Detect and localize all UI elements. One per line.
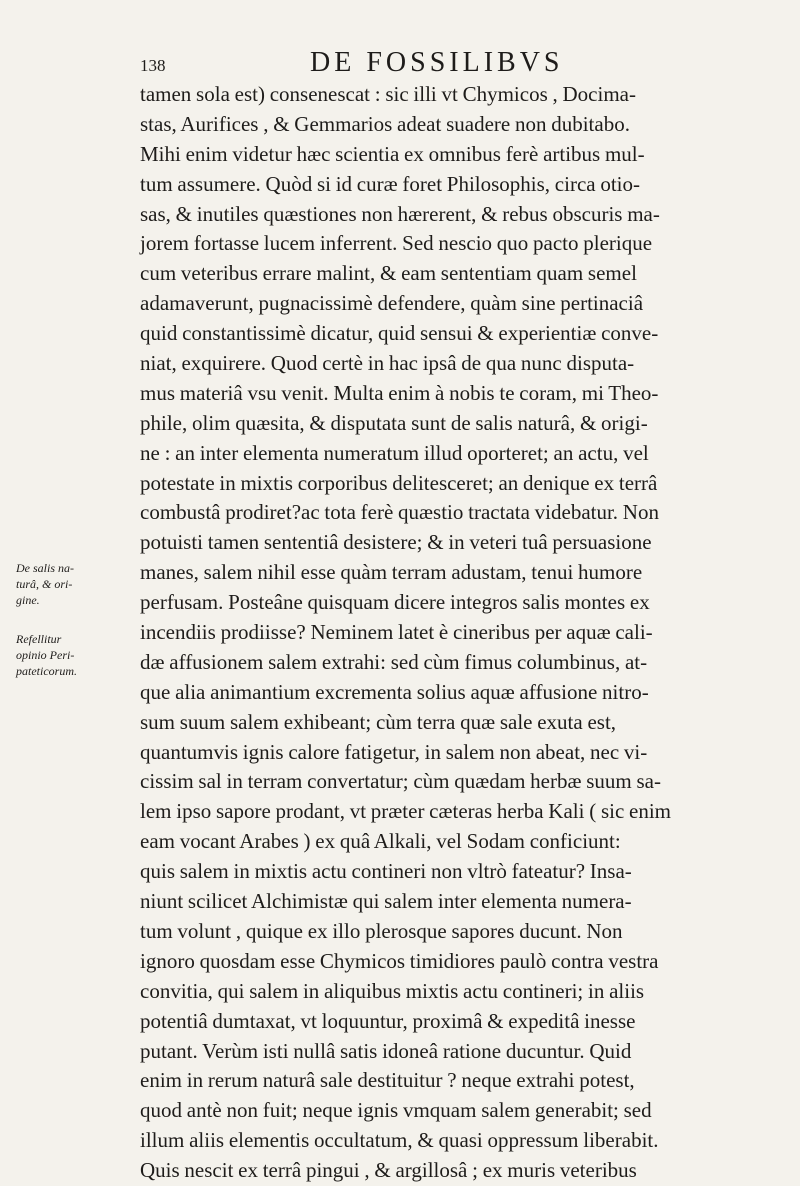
text-line: adamaverunt, pugnacissimè defendere, quàm sine pertinaciâ [140, 291, 644, 316]
text-line: quid constantissimè dicatur, quid sensui & experientiæ conve- [140, 321, 659, 346]
text-line: dæ affusionem salem extrahi: sed cùm fimus columbinus, at- [140, 649, 648, 674]
page-number: 138 [140, 56, 166, 75]
text-line: potuisti tamen sententiâ desistere; & in veteri tuâ persuasione [140, 530, 652, 555]
text-line: convitia, qui salem in aliquibus mixtis actu contineri; in aliis [140, 978, 645, 1003]
text-line: jorem fortasse lucem inferrent. Sed nescio quo pacto plerique [140, 231, 653, 256]
text-line: quod antè non fuit; neque ignis vmquam salem generabit; sed [140, 1098, 652, 1123]
margin-note-line: turâ, & ori- [16, 577, 73, 591]
page-header [128, 44, 768, 80]
text-line: eam vocant Arabes ) ex quâ Alkali, vel Sodam conficiunt: [140, 829, 621, 854]
margin-note [16, 631, 134, 679]
text-line: ne : an inter elementa numeratum illud oporteret; an actu, vel [140, 440, 649, 465]
text-line: tum assumere. Quòd si id curæ foret Philosophis, circa otio- [140, 171, 641, 196]
text-line: Quis nescit ex terrâ pingui , & argillosâ ; ex muris veteribus [140, 1158, 637, 1183]
text-line: sum suum salem exhibeant; cùm terra quæ sale exuta est, [140, 709, 617, 734]
text-line: quantumvis ignis calore fatigetur, in salem non abeat, nec vi- [140, 739, 648, 764]
text-line: cum veteribus errare malint, & eam sententiam quam semel [140, 261, 637, 286]
text-line: lem ipso sapore prodant, vt præter cæteras herba Kali ( sic enim [140, 799, 672, 824]
text-line: cissim sal in terram convertatur; cùm quædam herbæ suum sa- [140, 769, 661, 794]
text-line: manes, salem nihil esse quàm terram adustam, tenui humore [140, 560, 643, 585]
margin-note-line: De salis na- [16, 561, 74, 575]
text-line: illum aliis elementis occultatum, & quasi oppressum liberabit. [140, 1128, 659, 1153]
text-line: quis salem in mixtis actu contineri non vltrò fateatur? Insa- [140, 859, 632, 884]
margin-note [16, 560, 134, 608]
text-line: combustâ prodiret?ac tota ferè quæstio tractata videbatur. Non [140, 500, 659, 525]
running-head: DE FOSSILIBVS [310, 47, 564, 78]
text-line: potentiâ dumtaxat, vt loquuntur, proximâ & expeditâ inesse [140, 1008, 636, 1033]
text-line: mus materiâ vsu venit. Multa enim à nobis te coram, mi Theo- [140, 380, 659, 405]
margin-note-line: opinio Peri- [16, 648, 75, 662]
text-line: tamen sola est) consenescat : sic illi vt Chymicos , Docima- [140, 82, 636, 106]
text-line: putant. Verùm isti nullâ satis idoneâ ratione ducuntur. Quid [140, 1038, 632, 1063]
text-line: niat, exquirere. Quod certè in hac ipsâ de qua nunc disputa- [140, 351, 635, 376]
text-line: stas, Aurifices , & Gemmarios adeat suadere non dubitabo. [140, 111, 630, 136]
margin-note-line: gine. [16, 593, 40, 607]
text-line: enim in rerum naturâ sale destituitur ? neque extrahi potest, [140, 1068, 635, 1093]
text-line: perfusam. Posteâne quisquam dicere integros salis montes ex [140, 590, 650, 615]
text-line: incendiis prodiisse? Neminem latet è cineribus per aquæ cali- [140, 620, 653, 645]
text-line: niunt scilicet Alchimistæ qui salem inter elementa numera- [140, 889, 632, 914]
margin-note-line: Refellitur [16, 632, 62, 646]
text-line: tum volunt , quique ex illo plerosque sapores ducunt. Non [140, 918, 623, 943]
text-line: potestate in mixtis corporibus delitesceret; an denique ex terrâ [140, 470, 658, 495]
text-line: phile, olim quæsita, & disputata sunt de salis naturâ, & origi- [140, 410, 648, 435]
text-line: Mihi enim videtur hæc scientia ex omnibus ferè artibus mul- [140, 141, 645, 166]
text-line: ignoro quosdam esse Chymicos timidiores paulò contra vestra [140, 948, 659, 973]
body-text [140, 80, 785, 1186]
text-line: que alia animantium excrementa solius aquæ affusione nitro- [140, 679, 649, 704]
text-line: sas, & inutiles quæstiones non hærerent, & rebus obscuris ma- [140, 201, 660, 226]
margin-note-line: pateticorum. [16, 664, 77, 678]
